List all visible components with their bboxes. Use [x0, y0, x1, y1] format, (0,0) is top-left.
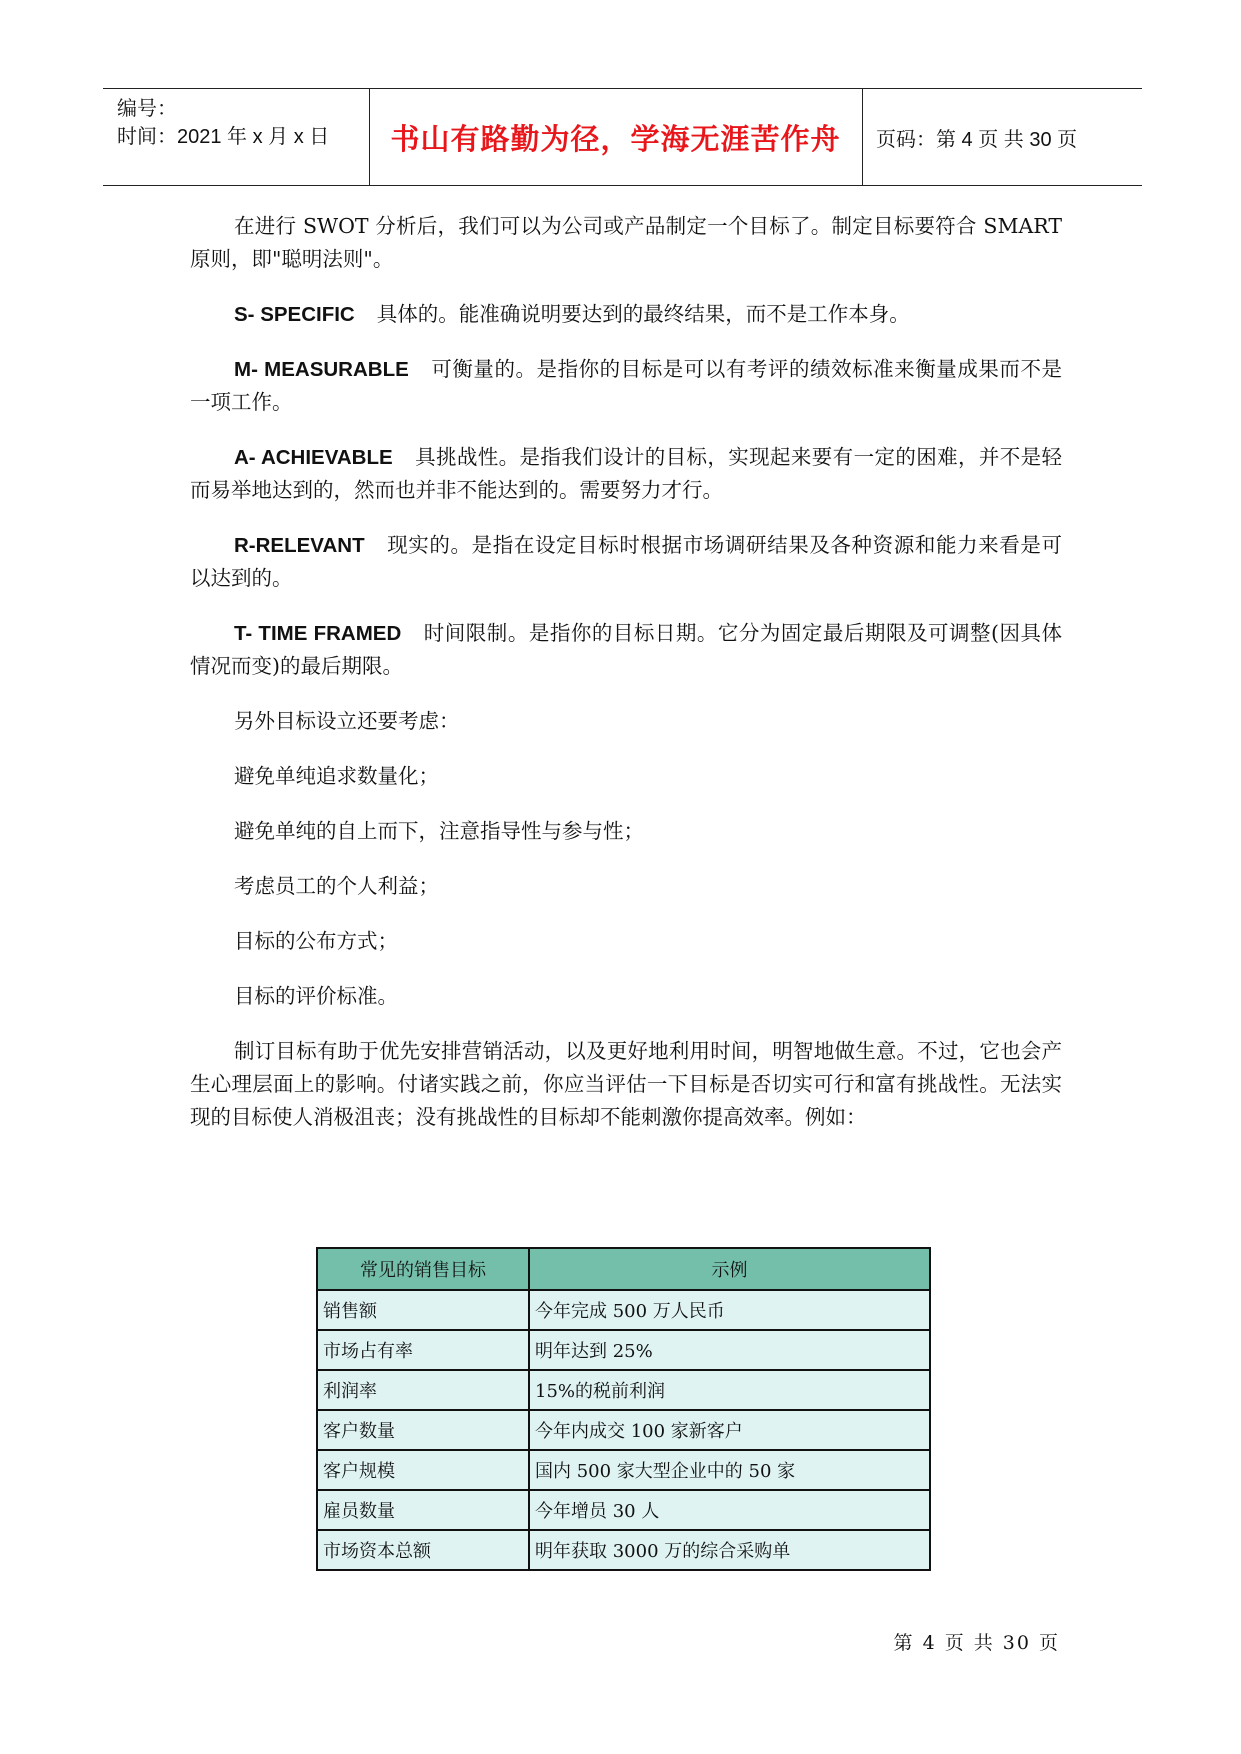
text-achievable: 具挑战性。是指我们设计的目标，实现起来要有一定的困难，并不是轻而易举地达到的，然而也并非不能达到的。需要努力才行。 [190, 445, 1062, 502]
goal-cell: 客户规模 [317, 1450, 529, 1490]
header-motto-cell [369, 89, 863, 185]
text-measurable: 可衡量的。是指你的目标是可以有考评的绩效标准来衡量成果而不是一项工作。 [190, 357, 1062, 414]
goal-cell: 市场资本总额 [317, 1530, 529, 1570]
date-text: 时间：2021 年 x 月 x 日 [117, 126, 330, 148]
consideration-item: 考虑员工的个人利益； [234, 874, 439, 898]
paragraph-closing: 制订目标有助于优先安排营销活动，以及更好地利用时间，明智地做生意。不过，它也会产生心理层面上的影响。付诸实践之前，你应当评估一下目标是否切实可行和富有挑战性。无法实现的目标使人消极沮丧；没有挑战性的目标却不能刺激你提高效率。例如： [190, 1039, 1062, 1129]
goal-cell: 利润率 [317, 1370, 529, 1410]
consideration-item: 避免单纯追求数量化； [234, 764, 439, 788]
term-measurable: M- MEASURABLE [234, 358, 409, 381]
table-row [317, 1410, 930, 1450]
consideration-item: 避免单纯的自上而下，注意指导性与参与性； [234, 819, 644, 843]
document-body [190, 210, 1062, 1134]
consideration-item: 目标的评价标准。 [234, 984, 398, 1008]
serial-label: 编号： [117, 98, 177, 120]
paragraph-also: 另外目标设立还要考虑： [234, 709, 460, 733]
header-meta [103, 89, 370, 185]
table-row [317, 1290, 930, 1330]
goal-cell: 市场占有率 [317, 1330, 529, 1370]
goal-cell: 销售额 [317, 1290, 529, 1330]
paragraph-measurable [190, 353, 1062, 419]
text-specific: 具体的。能准确说明要达到的最终结果，而不是工作本身。 [376, 302, 910, 326]
table-header-cell: 示例 [529, 1248, 930, 1290]
page-footer: 第 4 页 共 30 页 [893, 1632, 1060, 1654]
paragraph-intro: 在进行 SWOT 分析后，我们可以为公司或产品制定一个目标了。制定目标要符合 SMART 原则，即"聪明法则"。 [190, 214, 1062, 271]
paragraph-time-framed [190, 617, 1062, 683]
table-row [317, 1450, 930, 1490]
term-achievable: A- ACHIEVABLE [234, 446, 393, 469]
term-specific: S- SPECIFIC [234, 303, 355, 326]
consideration-item: 目标的公布方式； [234, 929, 398, 953]
paragraph-specific [190, 298, 1062, 331]
text-time-framed: 时间限制。是指你的目标日期。它分为固定最后期限及可调整(因具体情况而变)的最后期限。 [190, 621, 1062, 678]
table-row [317, 1330, 930, 1370]
text-relevant: 现实的。是指在设定目标时根据市场调研结果及各种资源和能力来看是可以达到的。 [190, 533, 1062, 590]
term-time-framed: T- TIME FRAMED [234, 622, 402, 645]
header-page-cell [862, 89, 1142, 185]
example-cell: 今年完成 500 万人民币 [529, 1290, 930, 1330]
sales-goals-table [316, 1247, 931, 1571]
term-relevant: R-RELEVANT [234, 534, 365, 557]
table-row [317, 1530, 930, 1570]
example-cell: 国内 500 家大型企业中的 50 家 [529, 1450, 930, 1490]
page-header [103, 88, 1142, 186]
table-row [317, 1490, 930, 1530]
table-header-cell: 常见的销售目标 [317, 1248, 529, 1290]
goal-cell: 雇员数量 [317, 1490, 529, 1530]
goal-cell: 客户数量 [317, 1410, 529, 1450]
example-cell: 明年获取 3000 万的综合采购单 [529, 1530, 930, 1570]
example-cell: 今年增员 30 人 [529, 1490, 930, 1530]
table-header-row [317, 1248, 930, 1290]
paragraph-achievable [190, 441, 1062, 507]
example-cell: 明年达到 25% [529, 1330, 930, 1370]
table-row [317, 1370, 930, 1410]
paragraph-relevant [190, 529, 1062, 595]
motto: 书山有路勤为径，学海无涯苦作舟 [390, 121, 841, 156]
page-info: 页码：第 4 页 共 30 页 [876, 128, 1078, 151]
example-cell: 15%的税前利润 [529, 1370, 930, 1410]
example-cell: 今年内成交 100 家新客户 [529, 1410, 930, 1450]
